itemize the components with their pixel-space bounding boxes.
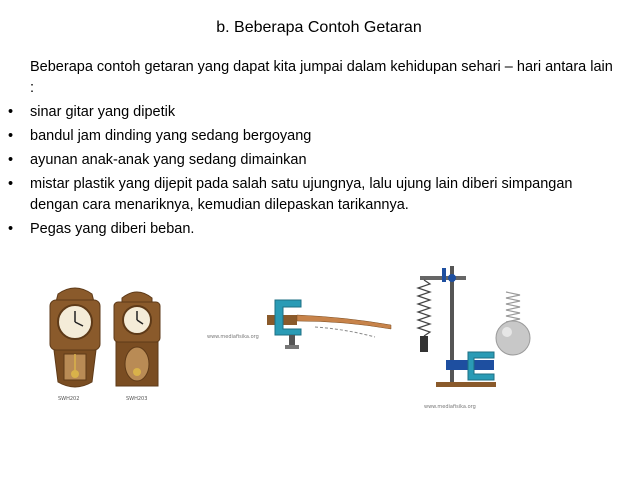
wall-clock-left <box>50 288 100 402</box>
hanging-ball <box>496 321 530 355</box>
bullet-text: sinar gitar yang dipetik <box>30 104 176 120</box>
list-item <box>8 150 618 171</box>
spring-mass-image <box>406 262 566 414</box>
list-item <box>8 102 618 123</box>
bullet-text: Pegas yang diberi beban. <box>30 221 195 237</box>
bullet-icon: • <box>8 221 14 237</box>
bullet-text: mistar plastik yang dijepit pada salah satu ujungnya, lalu ujung lain diberi simpangan dengan cara menariknya, kemudian dilepaskan tarikannya. <box>30 176 573 213</box>
table-edge <box>436 382 496 387</box>
slide-content <box>8 57 618 243</box>
list-item <box>8 174 618 216</box>
list-item <box>8 219 618 240</box>
bullet-text: ayunan anak-anak yang sedang dimainkan <box>30 152 307 168</box>
list-item <box>8 126 618 147</box>
clamped-ruler-image <box>205 295 395 355</box>
hanging-spring <box>506 292 520 322</box>
ruler-caption: www.mediafisika.org <box>207 334 259 340</box>
clock-left-label: SWH202 <box>58 396 80 402</box>
bullet-icon: • <box>8 176 14 192</box>
spring-caption: www.mediafisika.org <box>424 404 476 410</box>
spring <box>418 280 430 336</box>
hanging-weight <box>420 336 428 352</box>
wall-clock-right <box>114 292 160 402</box>
bullet-icon: • <box>8 128 14 144</box>
bullet-list <box>8 102 618 240</box>
intro-text: Beberapa contoh getaran yang dapat kita jumpai dalam kehidupan sehari – hari antara lain : <box>30 59 613 96</box>
slide-title: b. Beberapa Contoh Getaran <box>216 19 422 36</box>
pendulum-clocks-image <box>40 282 170 404</box>
ruler <box>297 315 391 329</box>
bullet-icon: • <box>8 152 14 168</box>
bullet-icon: • <box>8 104 14 120</box>
bullet-text: bandul jam dinding yang sedang bergoyang <box>30 128 312 144</box>
clock-right-label: SWH203 <box>126 396 148 402</box>
